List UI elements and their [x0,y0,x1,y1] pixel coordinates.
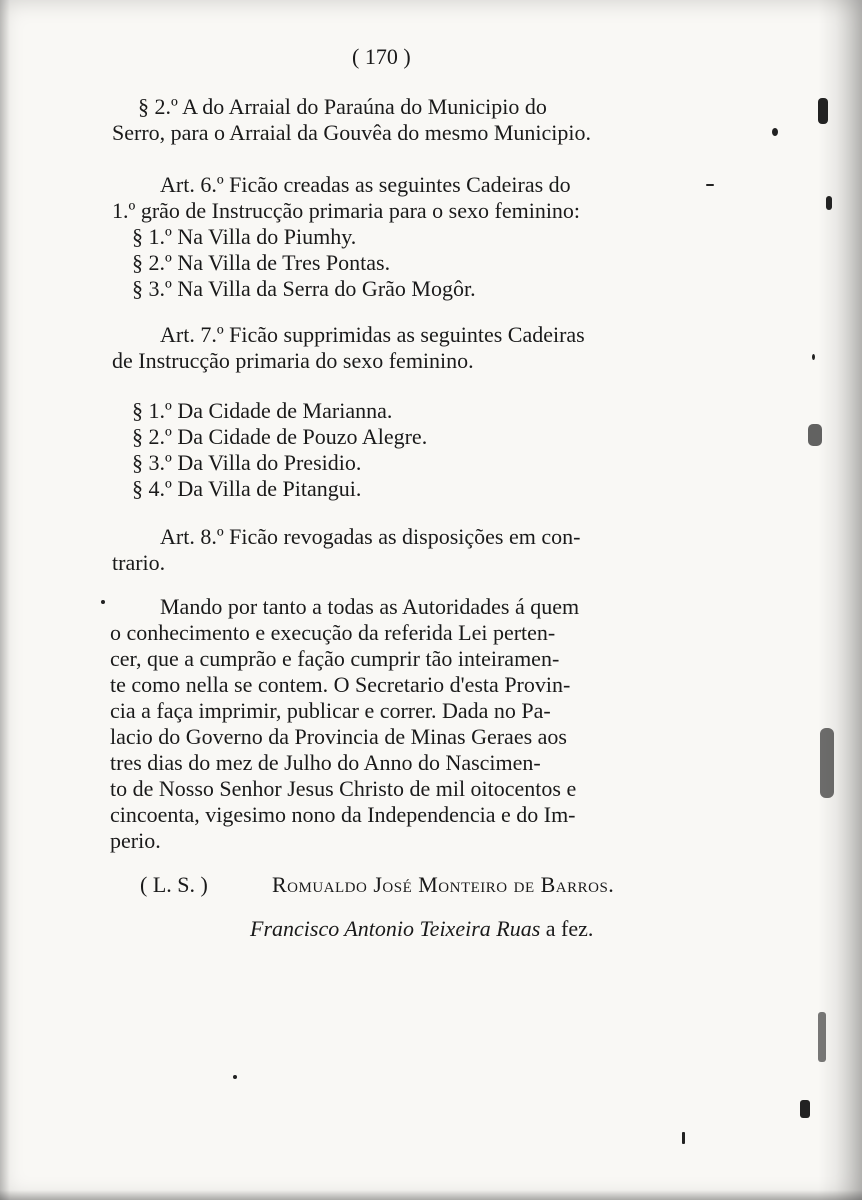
text-line: cer, que a cumprão e fação cumprir tão inteiramen- [110,646,560,671]
ink-speck [820,728,834,798]
text-line: § 3.º Na Villa da Serra do Grão Mogôr. [132,276,476,301]
text-line: § 3.º Da Villa do Presidio. [132,450,362,475]
text-line: tres dias do mez de Julho do Anno do Nascimen- [110,750,541,775]
text-line: § 2.º Na Villa de Tres Pontas. [132,250,391,275]
text-line: cia a faça imprimir, publicar e correr. Dada no Pa- [110,698,551,723]
ink-speck [682,1132,685,1144]
text-line: Art. 7.º Ficão supprimidas as seguintes Cadeiras [160,322,585,347]
ink-speck [826,196,832,210]
signatory-name: Romualdo José Monteiro de Barros. [272,872,615,897]
text-line: o conhecimento e execução da referida Lei perten- [110,620,556,645]
page-shadow-left [0,0,10,1200]
scribe-line [250,916,593,942]
scribe-name: Francisco Antonio Teixeira Ruas [250,916,541,941]
text-line: lacio do Governo da Provincia de Minas Geraes aos [110,724,567,749]
text-line: perio. [110,828,161,853]
ink-speck [706,184,714,186]
ink-speck [818,1012,826,1062]
page-number: ( 170 ) [352,44,411,69]
text-line: Serro, para o Arraial da Gouvêa do mesmo Municipio. [112,120,591,145]
text-line: § 2.º A do Arraial do Paraúna do Municipio do [138,94,547,119]
text-line: to de Nosso Senhor Jesus Christo de mil oitocentos e [110,776,577,801]
ink-speck [812,354,815,360]
text-line: te como nella se contem. O Secretario d'esta Provin- [110,672,571,697]
text-line: de Instrucção primaria do sexo feminino. [112,348,474,373]
text-line: § 1.º Da Cidade de Marianna. [132,398,393,423]
seal-mark: ( L. S. ) [140,872,208,897]
scribe-suffix: a fez. [540,916,594,941]
text-line: trario. [112,550,166,575]
text-line: Art. 8.º Ficão revogadas as disposições em con- [160,524,581,549]
ink-speck [772,128,778,136]
ink-speck [808,424,822,446]
text-line: Mando por tanto a todas as Autoridades á quem [160,594,580,619]
ink-speck [101,600,105,604]
text-line: Art. 6.º Ficão creadas as seguintes Cadeiras do [160,172,571,197]
text-line: § 1.º Na Villa do Piumhy. [132,224,357,249]
text-line: cincoenta, vigesimo nono da Independencia e do Im- [110,802,576,827]
text-line: § 2.º Da Cidade de Pouzo Alegre. [132,424,428,449]
ink-speck [800,1100,810,1118]
text-line: § 4.º Da Villa de Pitangui. [132,476,362,501]
ink-speck [818,98,828,124]
ink-speck [233,1075,237,1079]
page-shadow-bottom [0,1190,862,1200]
text-line: 1.º grão de Instrucção primaria para o sexo feminino: [112,198,581,223]
